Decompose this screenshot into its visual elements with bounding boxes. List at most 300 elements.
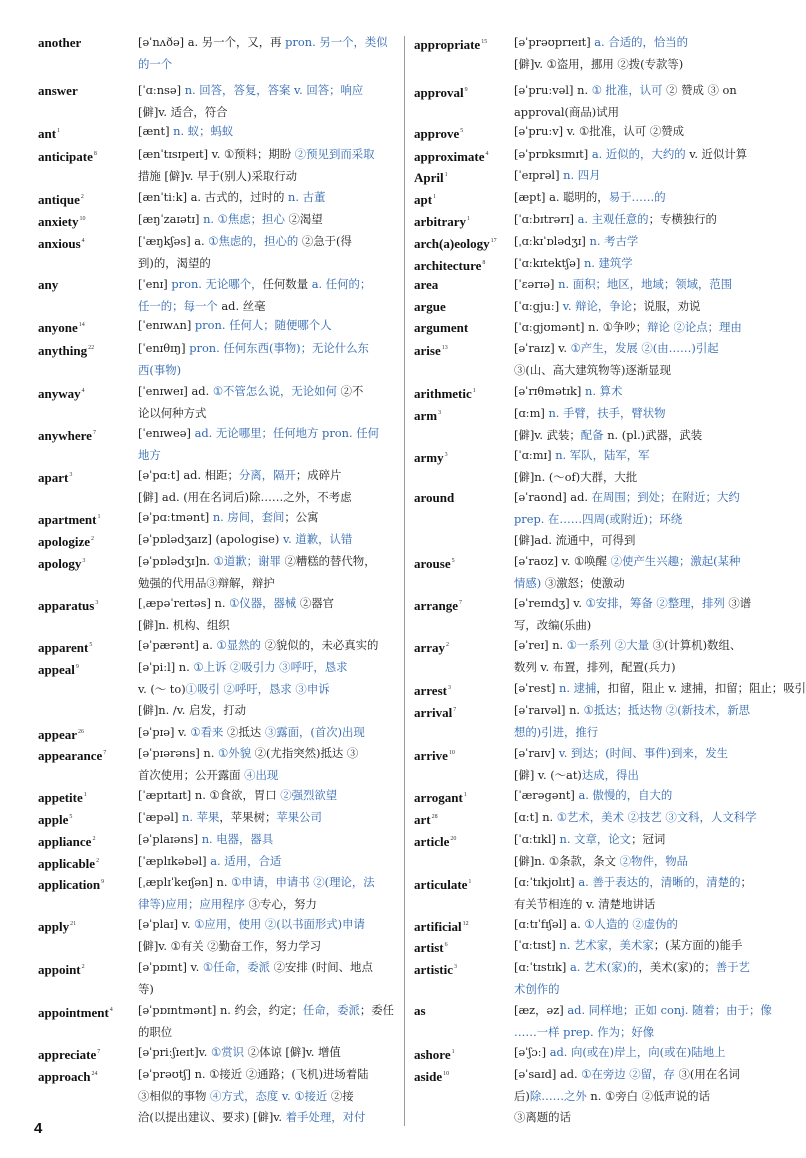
- definition-line: [138, 360, 396, 382]
- highlighted-text: ④方式，态度 v. ①接近: [209, 1088, 328, 1103]
- highlighted-text: 在周围；到处；在附近；大约: [591, 490, 740, 504]
- definition: [514, 187, 776, 209]
- headword: [38, 465, 72, 489]
- definition-line: [138, 465, 396, 487]
- highlighted-text: pron. 另一个，类似: [285, 35, 388, 49]
- definition-line: [138, 487, 396, 509]
- definition-text: ②糟糕的替代物，: [280, 554, 376, 568]
- definition: [138, 1042, 396, 1064]
- definition: [514, 957, 776, 1000]
- highlighted-text: 达成，得出: [581, 767, 639, 782]
- headword: [38, 507, 101, 531]
- headword-text: apology: [38, 556, 82, 571]
- definition-line: [138, 657, 396, 679]
- frequency-count: 2: [446, 642, 450, 648]
- frequency-count: 13: [441, 345, 448, 351]
- definition: [138, 657, 396, 722]
- definition-text: 首次使用；公开露面: [138, 767, 245, 782]
- headword-text: artificial: [414, 919, 462, 934]
- definition: [514, 296, 776, 318]
- definition-line: [514, 209, 776, 231]
- definition-text: [æpt] a. 聪明的，: [514, 190, 609, 204]
- definition-line: [514, 487, 776, 509]
- definition-text: ；成碎片: [295, 468, 342, 482]
- definition-line: [138, 573, 396, 595]
- definition-text: [僻]n. (～of)大群，大批: [514, 469, 638, 484]
- highlighted-text: v. 辩论，争论: [562, 299, 633, 313]
- frequency-count: 5: [89, 642, 93, 648]
- headword-text: arithmetic: [414, 386, 472, 401]
- definition-line: [138, 1107, 396, 1129]
- frequency-count: 2: [80, 194, 84, 200]
- definition-text: [əˈpɑːt] ad. 相距；: [138, 468, 239, 482]
- headword-text: arrive: [414, 748, 448, 763]
- definition-line: [138, 765, 396, 787]
- definition-text: [əˈraʊnd] ad.: [514, 490, 592, 504]
- headword-text: ant: [38, 126, 57, 141]
- definition-text: ；说服，劝说: [632, 299, 701, 313]
- definition-line: [138, 1022, 396, 1044]
- definition-text: [ˈɑːgjʊmənt] n. ①争吵；: [514, 320, 648, 334]
- definition-text: ad. 丝毫: [217, 298, 266, 313]
- highlighted-text: n. 文章，论文: [559, 832, 632, 846]
- definition-text: ② 赞成 ③ on: [662, 83, 737, 97]
- definition-line: [138, 507, 396, 529]
- headword: [414, 80, 468, 104]
- definition-text: 勉强的代用品③辩解，辩护: [138, 575, 275, 590]
- definition-line: [514, 1107, 776, 1129]
- headword: [414, 403, 441, 427]
- highlighted-text: ad. 向(或在)岸上，向(或在)陆地上: [549, 1045, 726, 1059]
- definition-line: [138, 1086, 396, 1108]
- definition-line: [138, 957, 396, 979]
- definition-text: [ɑːt] n.: [514, 810, 557, 824]
- definition-line: [514, 274, 776, 296]
- highlighted-text: ①不管怎么说，无论如何: [212, 384, 337, 398]
- headword: [414, 1064, 449, 1088]
- frequency-count: 21: [70, 921, 77, 927]
- definition: [514, 317, 776, 339]
- definition-line: [138, 315, 396, 337]
- definition: [138, 551, 396, 594]
- column-divider: [404, 36, 405, 1126]
- headword-text: array: [414, 640, 446, 655]
- definition: [514, 231, 776, 253]
- definition-line: [514, 551, 776, 573]
- definition-line: [138, 338, 396, 360]
- highlighted-text: ③露面，(首次)出现: [264, 725, 365, 739]
- frequency-count: 1: [472, 388, 476, 394]
- definition: [514, 1042, 776, 1064]
- definition-line: [514, 121, 776, 143]
- headword-text: appointment: [38, 1005, 109, 1020]
- definition-line: [514, 1064, 776, 1086]
- highlighted-text: n. 蚁；蚂蚁: [173, 124, 234, 138]
- frequency-count: 4: [81, 388, 85, 394]
- definition-text: ；: [740, 875, 752, 889]
- highlighted-text: 善于艺: [715, 960, 750, 974]
- definition: [514, 678, 806, 700]
- definition-text: 洽(以提出建议、要求) [僻]v.: [138, 1110, 286, 1124]
- definition-line: [514, 102, 776, 124]
- definition-line: [514, 657, 776, 679]
- definition-text: ；冠词: [631, 832, 666, 846]
- definition: [138, 231, 396, 274]
- highlighted-text: 地方: [138, 447, 161, 462]
- definition: [138, 635, 396, 657]
- frequency-count: 17: [490, 238, 497, 244]
- headword: [414, 338, 448, 362]
- headword: [38, 829, 95, 853]
- frequency-count: 1: [463, 792, 467, 798]
- definition: [138, 593, 396, 636]
- highlighted-text: a. 近似的，大约的: [591, 147, 686, 161]
- definition: [514, 1000, 776, 1043]
- headword-text: anyway: [38, 386, 81, 401]
- definition-line: [514, 54, 776, 76]
- definition: [138, 144, 396, 187]
- definition-text: [ˈeɪprəl]: [514, 168, 564, 182]
- headword: [38, 807, 72, 831]
- definition-text: [ˈɑːkɪtektʃə]: [514, 256, 584, 270]
- highlighted-text: n. 回答，答复，答案 v. 回答；响应: [184, 83, 364, 97]
- headword: [38, 635, 92, 659]
- frequency-count: 1: [466, 216, 470, 222]
- definition: [514, 274, 776, 296]
- definition-line: [514, 573, 776, 595]
- headword-text: approval: [414, 85, 464, 100]
- definition-text: [ænˈtɪsɪpeɪt] v. ①预料；期盼: [138, 147, 295, 161]
- definition-text: [æŋˈzaɪətɪ]: [138, 212, 204, 226]
- definition-text: [僻]v. 适合，符合: [138, 104, 228, 119]
- headword: [38, 551, 85, 575]
- definition: [138, 381, 396, 424]
- highlighted-text: 律等)应用；应用程序: [138, 896, 245, 911]
- definition-line: [514, 872, 776, 894]
- headword-text: argue: [414, 299, 446, 314]
- definition-text: [əˈpɪə] v.: [138, 725, 191, 739]
- definition: [138, 187, 396, 209]
- frequency-count: 7: [103, 750, 107, 756]
- headword-text: apple: [38, 812, 69, 827]
- highlighted-text: a. 艺术(家)的: [569, 960, 639, 974]
- frequency-count: 26: [78, 729, 84, 735]
- definition-text: [ˈæŋkʃəs] a.: [138, 234, 209, 248]
- definition-text: ②抵达: [223, 725, 265, 739]
- definition: [138, 1000, 396, 1043]
- definition-text: ；委任: [359, 1003, 395, 1017]
- definition-text: [əˈreɪ] n.: [514, 638, 567, 652]
- headword-text: another: [38, 35, 82, 50]
- headword: [38, 381, 85, 405]
- definition-text: [ˈɑːnsə]: [138, 83, 185, 97]
- highlighted-text: pron. 无论哪个，: [171, 277, 263, 291]
- headword-text: artist: [414, 940, 444, 955]
- definition: [138, 507, 396, 529]
- headword: [414, 209, 470, 233]
- definition-text: [əˈsaɪd] ad.: [514, 1067, 582, 1081]
- definition-text: [ˈɑːtɪkl]: [514, 832, 560, 846]
- highlighted-text: n. 逮捕: [559, 681, 597, 695]
- frequency-count: 5: [69, 814, 73, 820]
- definition-text: ②急于(得: [298, 234, 352, 248]
- definition: [514, 872, 776, 915]
- frequency-count: 1: [451, 1049, 455, 1055]
- highlighted-text: n. 手臂，扶手，臂状物: [548, 406, 666, 420]
- definition-text: [əˈplaɪəns]: [138, 832, 202, 846]
- frequency-count: 1: [83, 792, 87, 798]
- highlighted-text: ①赏识: [211, 1045, 244, 1059]
- definition-text: [əˈʃɔː]: [514, 1045, 550, 1059]
- definition-line: [138, 253, 396, 275]
- frequency-count: 28: [431, 814, 438, 820]
- headword-text: appliance: [38, 834, 92, 849]
- definition-text: [ˈæpəl]: [138, 810, 183, 824]
- headword-text: artistic: [414, 962, 453, 977]
- headword-text: apparatus: [38, 598, 95, 613]
- definition-line: [514, 360, 776, 382]
- highlighted-text: n. 考古学: [589, 234, 639, 248]
- headword-text: apt: [414, 192, 433, 207]
- definition-text: [æz，əz]: [514, 1003, 568, 1017]
- definition-line: [514, 338, 776, 360]
- definition-text: [僻]n. ①条款，条文: [514, 853, 620, 868]
- definition-text: 后): [514, 1088, 530, 1103]
- definition-text: ③谱: [724, 596, 752, 610]
- definition-text: [əˈpɪərəns] n.: [138, 746, 219, 760]
- definition-line: [514, 187, 776, 209]
- headword-text: approximate: [414, 149, 485, 164]
- definition: [138, 529, 396, 551]
- frequency-count: 10: [448, 750, 455, 756]
- definition-line: [138, 423, 396, 445]
- definition: [514, 829, 776, 872]
- definition-text: ③(山、高大建筑物等)逐渐显现: [514, 362, 671, 377]
- definition-line: [138, 807, 396, 829]
- headword: [414, 1000, 426, 1022]
- definition-text: ②体谅 [僻]v. 增值: [244, 1045, 341, 1059]
- definition-line: [138, 381, 396, 403]
- headword: [38, 1000, 113, 1024]
- frequency-count: 2: [91, 536, 94, 542]
- headword: [414, 165, 448, 189]
- headword-text: anything: [38, 343, 88, 358]
- headword-text: apparent: [38, 640, 89, 655]
- definition-text: ③相似的事物: [138, 1088, 210, 1103]
- definition-line: [514, 425, 776, 447]
- highlighted-text: 辩论 ②论点；理由: [647, 320, 742, 334]
- definition-text: [ˈenɪweə]: [138, 426, 195, 440]
- headword: [414, 743, 455, 767]
- highlighted-text: 着手处理，对付: [285, 1110, 366, 1124]
- headword-text: April: [414, 170, 444, 185]
- definition-text: ③(计算机)数组、: [648, 638, 742, 652]
- definition-line: [514, 231, 776, 253]
- highlighted-text: ①人造的 ②虚伪的: [584, 917, 678, 931]
- definition-line: [138, 80, 396, 102]
- highlighted-text: ①上诉 ②吸引力 ③呼吁，恳求: [193, 660, 348, 674]
- definition-line: [138, 166, 396, 188]
- highlighted-text: a. 适用，合适: [210, 854, 282, 868]
- highlighted-text: ①产生，发展 ②(由……)引起: [570, 341, 719, 355]
- page-number: 4: [34, 1120, 43, 1137]
- definition: [514, 338, 776, 381]
- definition-text: ；(某方面的)能手: [653, 938, 743, 952]
- definition: [514, 165, 776, 187]
- highlighted-text: n. 电器，器具: [201, 832, 274, 846]
- headword-text: arouse: [414, 556, 451, 571]
- highlighted-text: ②物件，物品: [619, 853, 689, 868]
- definition-line: [138, 615, 396, 637]
- headword: [414, 187, 436, 211]
- highlighted-text: pron. 任何人；随便哪个人: [194, 318, 332, 332]
- definition-line: [514, 593, 776, 615]
- definition-line: [138, 54, 396, 76]
- headword-text: arrange: [414, 598, 459, 613]
- definition-line: [514, 635, 776, 657]
- definition-line: [138, 403, 396, 425]
- definition-text: ②器官: [296, 596, 335, 610]
- definition-text: 等): [138, 981, 154, 996]
- headword: [38, 187, 84, 211]
- definition: [514, 487, 776, 552]
- definition-text: [əˈprəʊprɪeɪt]: [514, 35, 595, 49]
- headword: [38, 121, 60, 145]
- headword: [38, 32, 81, 54]
- definition-text: ，苹果树；: [219, 810, 277, 824]
- definition-line: [138, 894, 396, 916]
- headword-text: arbitrary: [414, 214, 466, 229]
- highlighted-text: ①显然的: [216, 638, 261, 652]
- definition-text: ②安排 (时间、地点: [270, 960, 373, 974]
- frequency-count: 2: [96, 858, 100, 864]
- headword-text: anyone: [38, 320, 78, 335]
- definition-text: [əˈprɒksɪmɪt]: [514, 147, 592, 161]
- highlighted-text: ① 批准，认可: [591, 83, 663, 97]
- highlighted-text: a. 善于表达的，清晰的，清楚的: [578, 875, 741, 889]
- definition-text: [əˈpruːvəl] n.: [514, 83, 592, 97]
- headword: [38, 315, 85, 339]
- highlighted-text: ④出现: [244, 767, 279, 782]
- definition: [514, 700, 776, 743]
- definition-line: [514, 509, 776, 531]
- headword-text: apart: [38, 470, 69, 485]
- definition-line: [514, 381, 776, 403]
- frequency-count: 12: [462, 921, 469, 927]
- headword-text: architecture: [414, 258, 482, 273]
- definition-text: 措施 [僻]v. 早于(别人)采取行动: [138, 168, 298, 183]
- definition: [514, 593, 776, 636]
- highlighted-text: prep. 在……四周(或附近)；环绕: [514, 511, 683, 526]
- definition-line: [138, 743, 396, 765]
- highlighted-text: n. 四月: [563, 168, 601, 182]
- definition-text: v. (～ to): [138, 681, 186, 696]
- definition-line: [514, 785, 776, 807]
- frequency-count: 5: [460, 128, 464, 134]
- definition-line: [138, 231, 396, 253]
- definition-line: [514, 1000, 776, 1022]
- highlighted-text: n. 建筑学: [583, 256, 633, 270]
- definition-line: [138, 144, 396, 166]
- definition: [514, 80, 776, 123]
- definition-line: [514, 1022, 776, 1044]
- frequency-count: 1: [468, 879, 472, 885]
- definition-line: [138, 700, 396, 722]
- highlighted-text: ②强烈欲望: [280, 788, 338, 802]
- headword-text: appetite: [38, 790, 83, 805]
- definition-text: ②渴望: [284, 212, 323, 226]
- definition-line: [514, 894, 776, 916]
- frequency-count: 5: [451, 558, 455, 564]
- highlighted-text: 配备: [580, 427, 604, 442]
- definition: [514, 785, 776, 807]
- headword-text: arrogant: [414, 790, 463, 805]
- definition-line: [514, 722, 776, 744]
- highlighted-text: ②使产生兴趣；激起(某种: [610, 554, 741, 568]
- frequency-count: 1: [97, 514, 101, 520]
- definition-line: [138, 1042, 396, 1064]
- definition-line: [138, 872, 396, 894]
- headword: [38, 957, 85, 981]
- definition-text: ③离题的话: [514, 1110, 571, 1124]
- highlighted-text: a. 主观任意的: [577, 212, 649, 226]
- definition-text: [ˌæplɪˈkeɪʃən] n.: [138, 875, 232, 889]
- headword-text: argument: [414, 320, 469, 335]
- definition-line: [138, 679, 396, 701]
- frequency-count: 7: [92, 430, 96, 436]
- headword: [38, 274, 58, 296]
- definition-line: [514, 829, 776, 851]
- definition: [138, 423, 396, 466]
- frequency-count: 10: [79, 216, 86, 222]
- headword: [414, 1042, 455, 1066]
- definition-line: [138, 635, 396, 657]
- frequency-count: 1: [444, 172, 448, 178]
- highlighted-text: ①一系列 ②大量: [566, 638, 649, 652]
- highlighted-text: ①焦虑的，担心的: [208, 234, 299, 248]
- definition: [138, 722, 396, 744]
- definition-text: ③激怒；使激动: [541, 575, 625, 590]
- definition-line: [514, 445, 776, 467]
- headword: [414, 487, 454, 509]
- highlighted-text: ①任命，委派: [202, 960, 271, 974]
- frequency-count: 1: [57, 128, 61, 134]
- highlighted-text: ①看来: [190, 725, 224, 739]
- headword: [414, 807, 438, 831]
- definition-text: [ˈɑːmɪ]: [514, 448, 556, 462]
- headword-text: antique: [38, 192, 80, 207]
- definition-text: [ˈenɪ]: [138, 277, 172, 291]
- definition-line: [514, 615, 776, 637]
- headword: [38, 231, 85, 255]
- highlighted-text: ②预见到而采取: [294, 147, 375, 161]
- definition-text: [əˈnʌðə] a. 另一个，又，再: [138, 35, 286, 49]
- headword: [414, 957, 457, 981]
- highlighted-text: a. 合适的，恰当的: [594, 35, 689, 49]
- highlighted-text: a. 任何的；: [311, 277, 372, 291]
- definition-text: [əˈreɪndʒ] v.: [514, 596, 586, 610]
- definition-text: [əˈpiːl] n.: [138, 660, 194, 674]
- headword-text: appropriate: [414, 37, 481, 52]
- definition: [514, 551, 776, 594]
- definition-text: [ˌæpəˈreɪtəs] n.: [138, 596, 230, 610]
- definition-line: [138, 593, 396, 615]
- highlighted-text: ①艺术，美术 ②技艺 ③文科，人文科学: [556, 810, 757, 824]
- definition-text: [əˈraɪz] v.: [514, 341, 571, 355]
- definition: [514, 403, 776, 446]
- headword-text: any: [38, 277, 59, 292]
- frequency-count: 14: [78, 322, 85, 328]
